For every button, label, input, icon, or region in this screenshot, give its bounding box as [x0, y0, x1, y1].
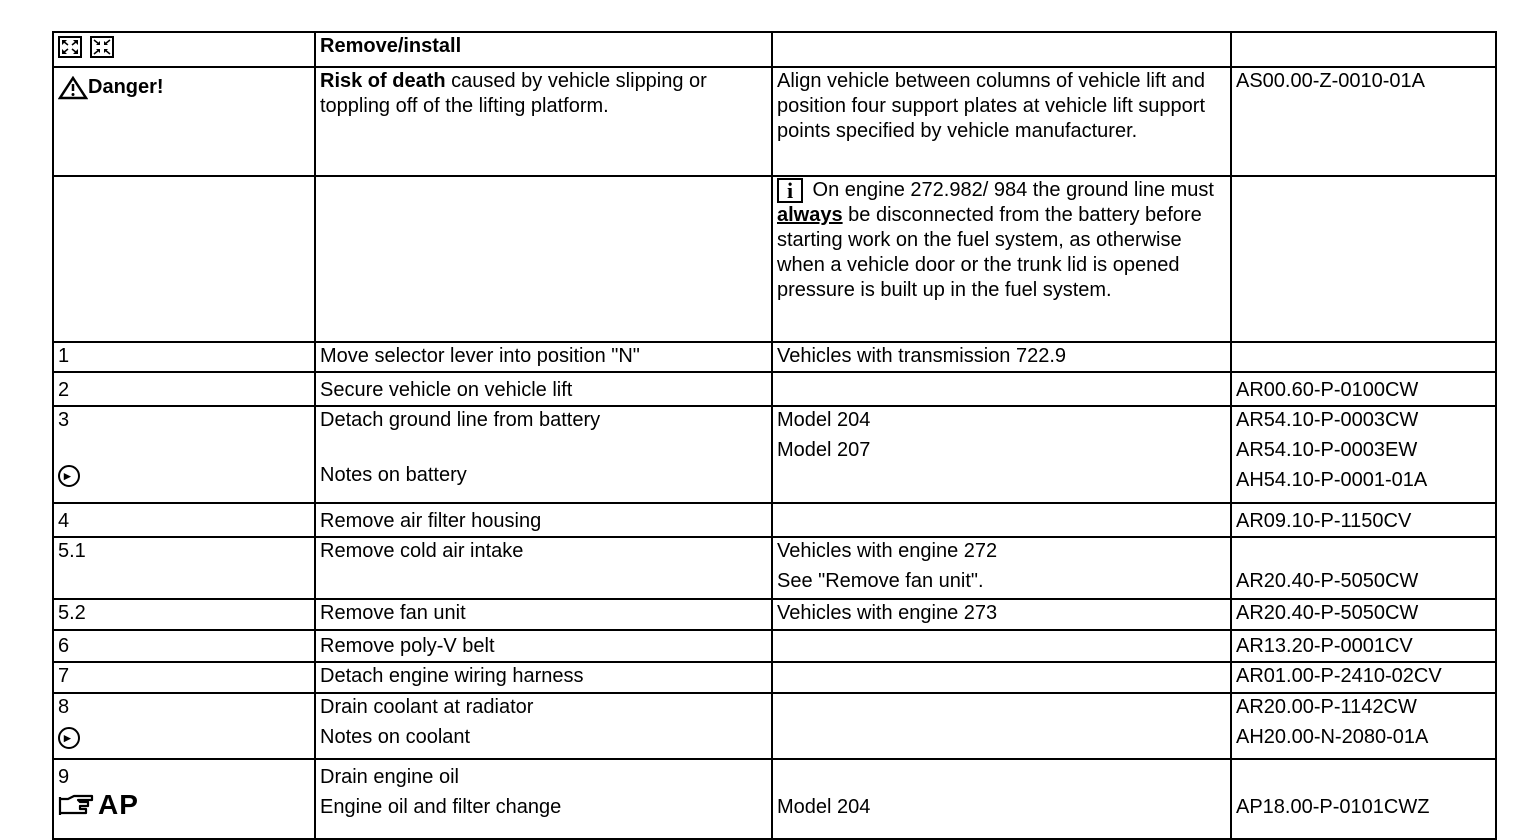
header-title: Remove/install [315, 32, 772, 67]
header-empty-cell [1231, 32, 1496, 67]
step-ref-link[interactable]: AP18.00-P-0101CWZ [1236, 796, 1430, 818]
step-number: 6 [53, 630, 315, 662]
step-note-ref-link[interactable]: AH20.00-N-2080-01A [1236, 726, 1429, 748]
danger-risk-cell [315, 67, 772, 176]
danger-measure: Align vehicle between columns of vehicle lift and position four support plates at vehicle lift support points specified by vehicle manufacturer. [772, 67, 1231, 176]
step-condition: Vehicles with transmission 722.9 [772, 342, 1231, 372]
ap-label: AP [98, 789, 139, 820]
risk-bold-text: Risk of death [320, 70, 446, 92]
step-note-desc: Notes on battery [320, 464, 467, 486]
table-row [53, 372, 1496, 406]
step-ref-link[interactable]: AR20.00-P-1142CW [1236, 696, 1417, 718]
table-row [53, 599, 1496, 630]
info-icon: i [777, 178, 803, 203]
step-ref-link[interactable]: AR54.10-P-0003CW [1236, 409, 1419, 431]
notes-circle-icon: ▸ [58, 465, 80, 487]
step-desc: Secure vehicle on vehicle lift [315, 372, 772, 406]
step-number: 7 [53, 662, 315, 693]
step-desc: Remove cold air intake [315, 537, 772, 599]
step-condition: Model 204 [777, 409, 871, 431]
risk-text: caused by vehicle slipping or toppling off of the lifting platform. [320, 70, 707, 117]
danger-label-cell [53, 67, 315, 176]
step-number: 4 [53, 503, 315, 537]
note-emphasis: always [777, 204, 843, 226]
step-ref-link[interactable]: AR54.10-P-0003EW [1236, 439, 1418, 461]
expand-icon[interactable] [58, 36, 82, 58]
step-number: 1 [53, 342, 315, 372]
table-header-row [53, 32, 1496, 67]
step-number: 5.2 [53, 599, 315, 630]
step-condition: Model 204 [777, 796, 871, 818]
step-desc: Drain engine oil [320, 766, 459, 788]
fuel-system-note [772, 176, 1231, 342]
collapse-icon[interactable] [90, 36, 114, 58]
step-desc: Detach engine wiring harness [315, 662, 772, 693]
table-row [53, 630, 1496, 662]
danger-ref: AS00.00-Z-0010-01A [1231, 67, 1496, 176]
step-number: 3 [58, 409, 70, 431]
step-ref-link[interactable]: AR09.10-P-1150CV [1231, 503, 1496, 537]
step-condition: See "Remove fan unit". [777, 570, 984, 592]
step-number: 2 [53, 372, 315, 406]
step-desc: Remove air filter housing [315, 503, 772, 537]
step-desc: Drain coolant at radiator [320, 696, 534, 718]
step-sub-desc: Engine oil and filter change [320, 796, 562, 818]
step-desc: Detach ground line from battery [320, 409, 601, 431]
step-desc: Remove poly-V belt [315, 630, 772, 662]
step-ref-link[interactable]: AR20.40-P-5050CW [1231, 599, 1496, 630]
step-number: 5.1 [53, 537, 315, 599]
table-row [53, 406, 1496, 503]
step-condition: Vehicles with engine 272 [777, 540, 998, 562]
table-row [53, 693, 1496, 759]
header-icons-cell [53, 32, 315, 67]
step-condition: Vehicles with engine 273 [772, 599, 1231, 630]
header-empty-cell [772, 32, 1231, 67]
note-text-1: On engine 272.982/ 984 the ground line must [807, 179, 1214, 201]
note-row [53, 176, 1496, 342]
step-number: 9 [58, 766, 70, 788]
warning-triangle-icon [58, 76, 88, 100]
step-ref-link[interactable]: AR00.60-P-0100CW [1231, 372, 1496, 406]
step-ref-link[interactable]: AR13.20-P-0001CV [1231, 630, 1496, 662]
step-desc: Remove fan unit [315, 599, 772, 630]
step-number: 8 [58, 696, 70, 718]
danger-label: Danger! [88, 76, 164, 98]
note-text-2: be disconnected from the battery before starting work on the fuel system, as otherwise when a vehicle door or the trunk lid is opened pressure is built up in the fuel system. [777, 204, 1202, 301]
table-row [53, 662, 1496, 693]
notes-circle-icon: ▸ [58, 727, 80, 749]
step-desc: Move selector lever into position "N" [315, 342, 772, 372]
step-ref-link[interactable]: AR01.00-P-2410-02CV [1231, 662, 1496, 693]
danger-row [53, 67, 1496, 176]
step-condition: Model 207 [777, 439, 871, 461]
table-row [53, 342, 1496, 372]
step-ref-link[interactable]: AR20.40-P-5050CW [1236, 570, 1419, 592]
step-note-desc: Notes on coolant [320, 726, 471, 748]
pointing-hand-icon [58, 793, 98, 817]
table-row [53, 537, 1496, 599]
step-note-ref-link[interactable]: AH54.10-P-0001-01A [1236, 469, 1428, 491]
table-row [53, 759, 1496, 839]
procedure-table [52, 31, 1497, 840]
table-row [53, 503, 1496, 537]
